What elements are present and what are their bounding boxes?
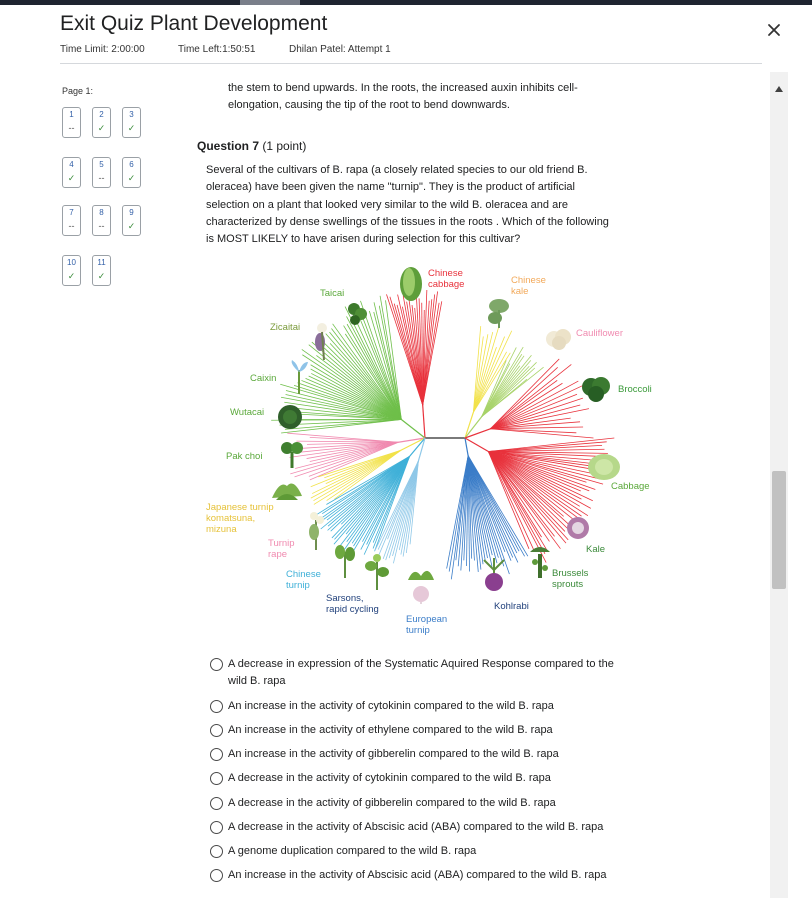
label-line: Chinese	[428, 268, 463, 279]
question-nav-11[interactable]	[92, 255, 111, 286]
tree-branch	[423, 303, 439, 405]
attempt-info: Dhilan Patel: Attempt 1	[289, 44, 391, 55]
option-line: A decrease in expression of the Systematic Aquired Response compared to the	[228, 658, 614, 670]
label-cauliflower: Cauliflower	[576, 328, 623, 339]
quiz-title: Exit Quiz Plant Development	[60, 12, 328, 35]
label-chinese-cabbage	[428, 268, 464, 290]
tree-clade	[465, 359, 593, 438]
tree-branch	[401, 420, 425, 438]
top-bar	[0, 0, 812, 5]
radio-button[interactable]	[210, 658, 223, 671]
text-line: characterized by dense swellings of the tissues in the roots . Which of the following	[206, 215, 609, 228]
question-number: 9	[129, 208, 134, 217]
option-text: A genome duplication compared to the wild B. rapa	[228, 845, 477, 857]
option-text: A decrease in the activity of Abscisic acid (ABA) compared to the wild B. rapa	[228, 821, 604, 833]
label-line: rape	[268, 549, 288, 560]
caixin-icon	[288, 358, 310, 394]
question-nav-10[interactable]	[62, 255, 81, 286]
kohlrabi-icon	[480, 556, 508, 596]
question-number: 6	[129, 160, 134, 169]
tree-branch	[490, 429, 576, 433]
scroll-up-arrow-icon[interactable]	[775, 86, 783, 92]
header-divider	[60, 63, 762, 64]
question-nav-1[interactable]	[62, 107, 81, 138]
tree-branch	[490, 409, 589, 429]
label-kale: Kale	[586, 544, 606, 555]
time-limit: Time Limit: 2:00:00	[60, 44, 145, 55]
option-text: An increase in the activity of Abscisic acid (ABA) compared to the wild B. rapa	[228, 869, 607, 881]
status-mark: ✓	[127, 173, 136, 183]
question-number: 7	[69, 208, 74, 217]
label-line: turnip	[286, 580, 310, 591]
european-turnip-icon	[404, 564, 438, 604]
question-nav-5[interactable]	[92, 157, 111, 188]
label-caixin: Caixin	[250, 373, 277, 384]
question-number: 2	[99, 110, 104, 119]
text-line: oleracea) have been given the name "turnip". They is the product of artificial	[206, 181, 575, 194]
question-nav-8[interactable]	[92, 205, 111, 236]
tree-branch	[490, 398, 583, 429]
label-line: Turnip	[268, 538, 295, 549]
chinese-kale-icon	[486, 296, 512, 328]
label-line: kale	[511, 286, 529, 297]
question-text	[206, 162, 609, 248]
sarsons-icon	[364, 552, 390, 590]
text-line: Several of the cultivars of B. rapa (a closely related species to our old friend B.	[206, 164, 588, 176]
question-number: 3	[129, 110, 134, 119]
label-line: Chinese	[511, 275, 546, 286]
label-cabbage: Cabbage	[611, 481, 650, 492]
brassica-phylogeny-figure	[200, 258, 670, 643]
turnip-rape-icon	[304, 506, 328, 550]
tree-clade	[287, 433, 425, 480]
question-number: 1	[69, 110, 74, 119]
option-text: An increase in the activity of gibberelin compared to the wild B. rapa	[228, 748, 559, 760]
page-label: Page 1:	[62, 86, 94, 96]
label-sarsons	[326, 593, 379, 615]
status-mark: ✓	[67, 271, 76, 281]
question-number: 5	[99, 160, 104, 169]
label-japanese-turnip	[206, 502, 274, 535]
text-line: selection on a plant that looked very similar to the wild B. oleracea and are	[206, 198, 568, 211]
status-mark: --	[98, 221, 105, 231]
tree-branch	[490, 359, 559, 429]
status-mark: ✓	[127, 123, 136, 133]
previous-question-text	[228, 80, 578, 115]
label-chinese-kale	[511, 275, 546, 297]
status-mark: ✓	[97, 123, 106, 133]
radio-button[interactable]	[210, 869, 223, 882]
status-mark: --	[68, 123, 75, 133]
zicaitai-icon	[310, 320, 334, 360]
label-turnip-rape	[268, 538, 295, 560]
label-line: Japanese turnip	[206, 502, 274, 513]
option-text: An increase in the activity of ethylene compared to the wild B. rapa	[228, 724, 553, 736]
radio-button[interactable]	[210, 724, 223, 737]
status-mark: ✓	[127, 221, 136, 231]
broccoli-icon	[580, 374, 614, 404]
chinese-turnip-icon	[334, 542, 356, 578]
label-line: rapid cycling	[326, 604, 379, 615]
scrollbar-thumb[interactable]	[772, 471, 786, 589]
text-line: the stem to bend upwards. In the roots, the increased auxin inhibits cell-	[228, 82, 578, 94]
brussels-sprouts-icon	[526, 544, 554, 578]
kale-icon	[564, 514, 592, 542]
tree-branch	[423, 405, 425, 438]
option-text: An increase in the activity of cytokinin compared to the wild B. rapa	[228, 700, 554, 712]
wutacai-icon	[276, 404, 304, 430]
tree-branch	[465, 412, 473, 438]
label-line: Chinese	[286, 569, 321, 580]
label-line: cabbage	[428, 279, 465, 290]
close-icon	[764, 20, 784, 40]
question-number: 10	[67, 258, 76, 267]
question-points: (1 point)	[262, 139, 307, 153]
label-line: komatsuna,	[206, 513, 256, 524]
status-mark: --	[98, 173, 105, 183]
radio-button[interactable]	[210, 821, 223, 834]
tree-branch	[465, 438, 468, 456]
tree-branch	[490, 429, 593, 438]
close-button[interactable]	[764, 20, 784, 40]
question-nav-6[interactable]	[122, 157, 141, 188]
label-brussels-sprouts	[552, 568, 588, 590]
status-mark: --	[68, 221, 75, 231]
label-line: Sarsons,	[326, 593, 364, 604]
label-line: mizuna	[206, 524, 237, 535]
text-line: elongation, causing the tip of the root to bend downwards.	[228, 99, 510, 112]
question-nav-9[interactable]	[122, 205, 141, 236]
question-title: Question 7	[197, 139, 260, 153]
status-mark: ✓	[67, 173, 76, 183]
question-number: 4	[69, 160, 74, 169]
pak-choi-icon	[280, 440, 304, 468]
tree-branch	[449, 456, 468, 572]
radio-button[interactable]	[210, 772, 223, 785]
option-text	[228, 656, 668, 690]
label-broccoli: Broccoli	[618, 384, 652, 395]
label-zicaitai: Zicaitai	[270, 322, 301, 333]
question-nav-7[interactable]	[62, 205, 81, 236]
label-line: turnip	[406, 625, 430, 636]
question-number: 8	[99, 208, 104, 217]
label-line: Brussels	[552, 568, 589, 579]
question-nav-2[interactable]	[92, 107, 111, 138]
question-nav-3[interactable]	[122, 107, 141, 138]
label-taicai: Taicai	[320, 288, 345, 299]
status-mark: ✓	[97, 271, 106, 281]
label-european-turnip	[406, 614, 447, 636]
question-nav-4[interactable]	[62, 157, 81, 188]
chinese-cabbage-icon	[398, 264, 424, 302]
cauliflower-icon	[544, 326, 574, 352]
label-pak-choi: Pak choi	[226, 451, 263, 462]
japanese-turnip-icon	[270, 476, 304, 502]
option-line: wild B. rapa	[228, 675, 286, 687]
option-text: A decrease in the activity of gibberelin compared to the wild B. rapa	[228, 797, 556, 809]
question-number: 11	[97, 258, 106, 267]
cabbage-icon	[586, 452, 622, 482]
radio-button[interactable]	[210, 700, 223, 713]
radio-button[interactable]	[210, 797, 223, 810]
label-line: European	[406, 614, 448, 625]
label-kohlrabi: Kohlrabi	[494, 601, 529, 612]
label-wutacai: Wutacai	[230, 407, 265, 418]
tree-branch	[465, 438, 488, 452]
tree-branch	[290, 442, 399, 457]
radio-button[interactable]	[210, 845, 223, 858]
option-text: A decrease in the activity of cytokinin compared to the wild B. rapa	[228, 772, 551, 784]
top-bar-segment	[240, 0, 300, 5]
label-chinese-turnip	[286, 569, 321, 591]
text-line: is MOST LIKELY to have arisen during selection for this cultivar?	[206, 233, 521, 246]
radio-button[interactable]	[210, 748, 223, 761]
label-line: sprouts	[552, 579, 584, 590]
question-heading	[197, 139, 306, 153]
taicai-icon	[346, 300, 368, 328]
time-left: Time Left:1:50:51	[178, 44, 256, 55]
